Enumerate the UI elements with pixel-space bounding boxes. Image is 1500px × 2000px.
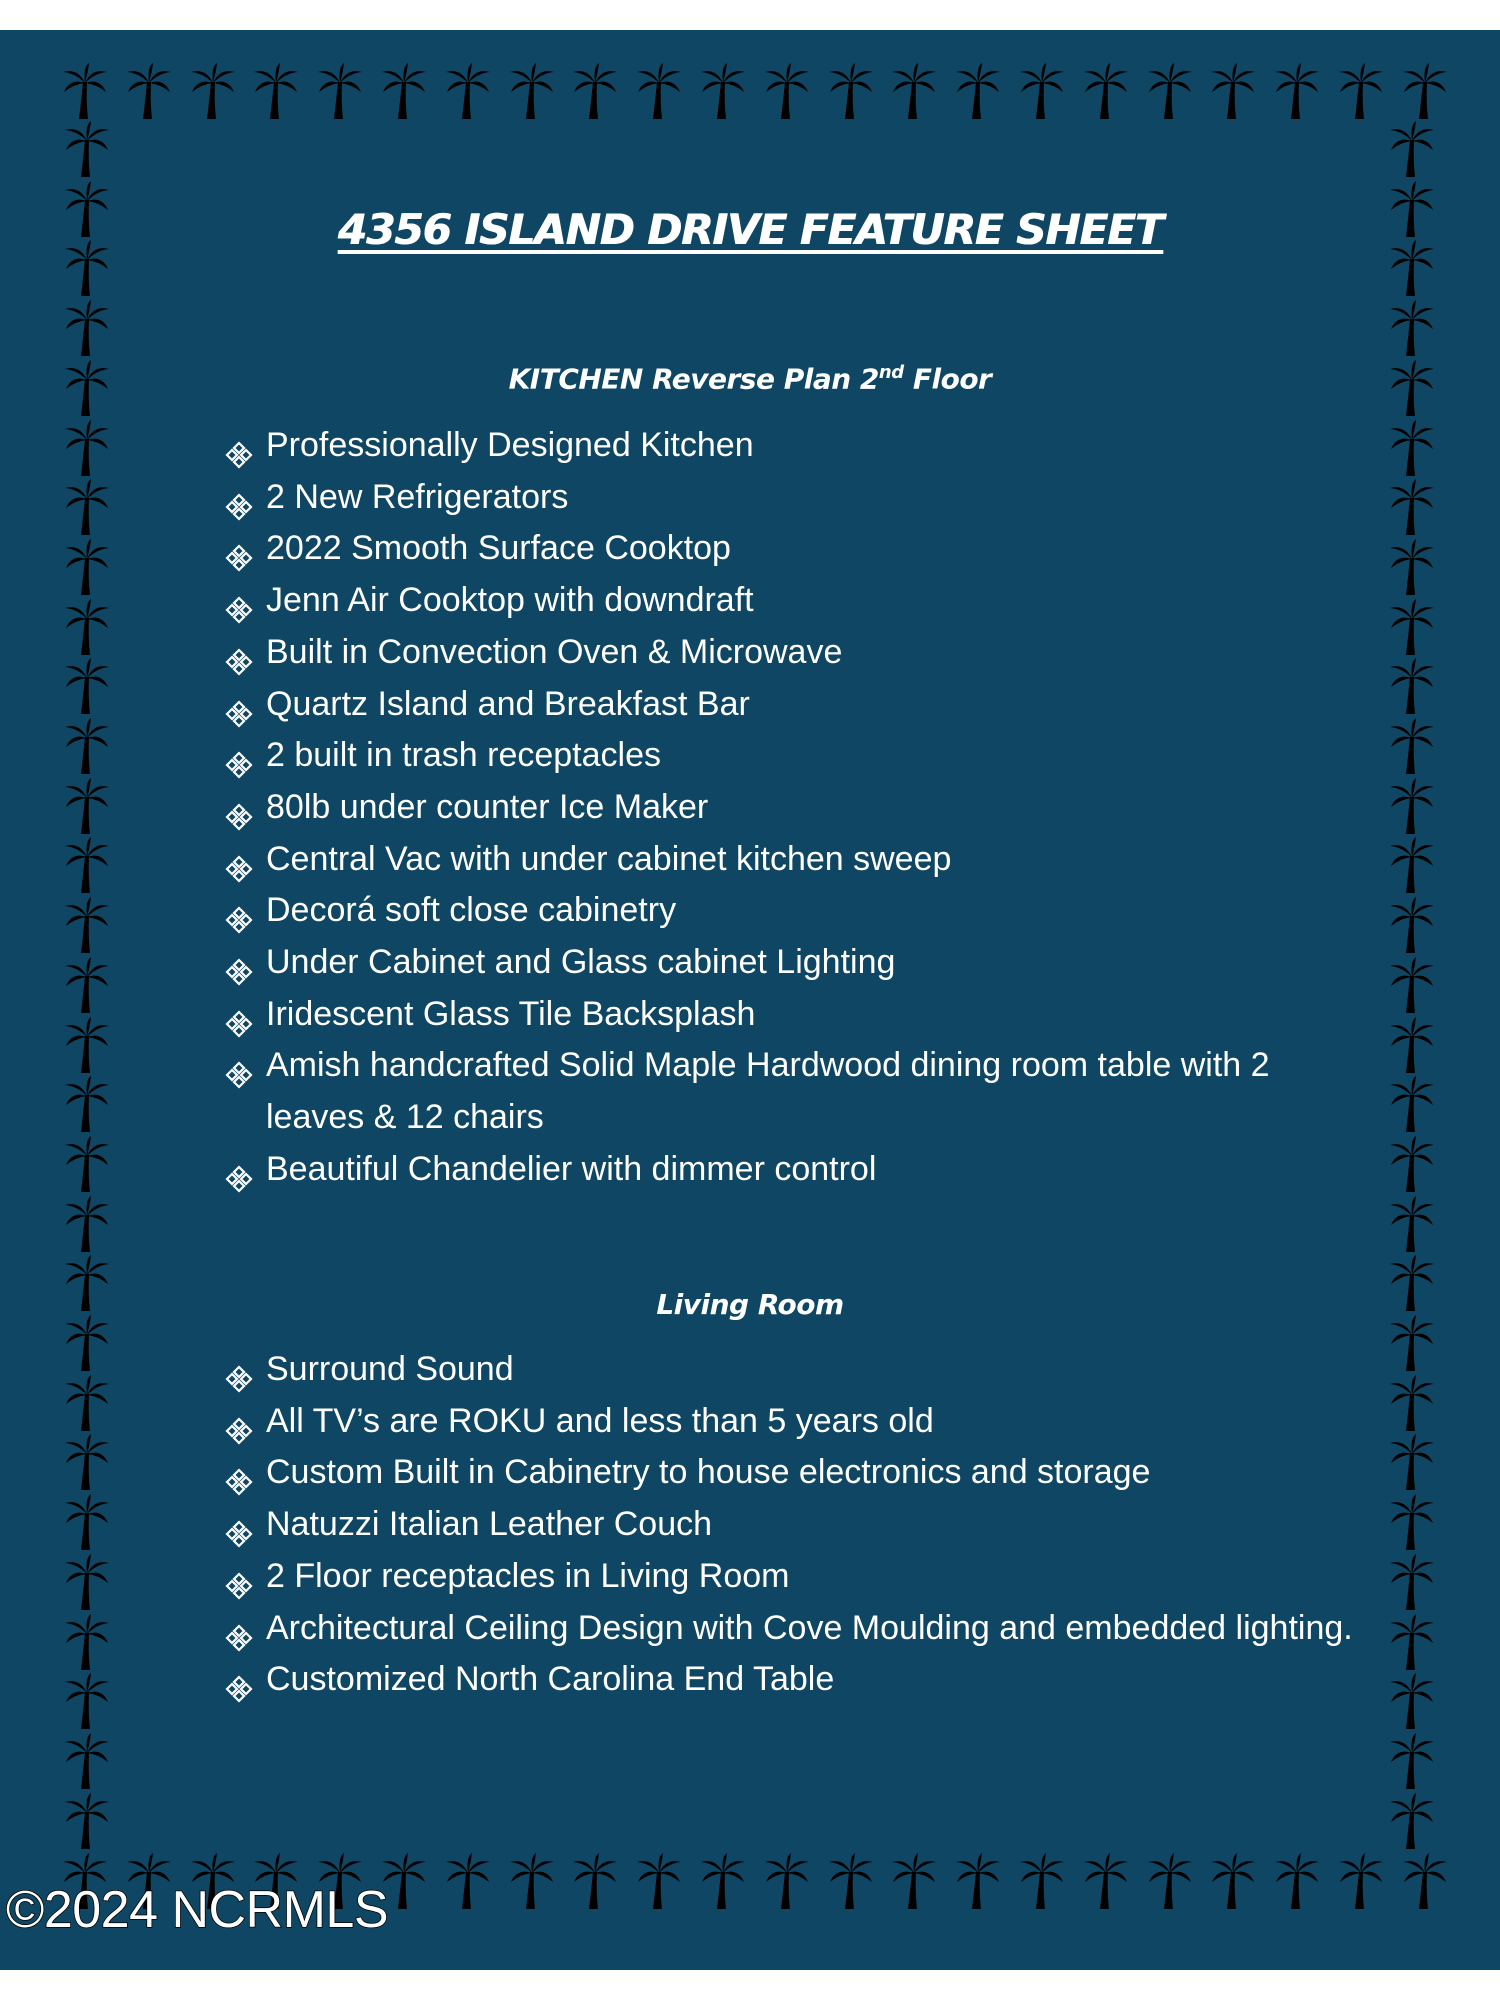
feature-item-text: 2 Floor receptacles in Living Room xyxy=(266,1556,790,1595)
four-diamond-bullet-icon xyxy=(225,485,253,513)
palm-tree-icon xyxy=(60,478,114,536)
palm-tree-icon xyxy=(60,1314,114,1372)
palm-tree-icon xyxy=(1385,777,1439,835)
palm-border-right xyxy=(1385,120,1445,1850)
four-diamond-bullet-icon xyxy=(225,1460,253,1488)
palm-tree-icon xyxy=(1385,419,1439,477)
palm-tree-icon xyxy=(60,359,114,417)
palm-tree-icon xyxy=(188,62,238,120)
four-diamond-bullet-icon xyxy=(225,1002,253,1030)
kitchen-feature-list xyxy=(225,420,1355,1196)
palm-tree-icon xyxy=(1385,1613,1439,1671)
feature-item xyxy=(225,1396,1355,1448)
palm-tree-icon xyxy=(1385,1195,1439,1253)
palm-tree-icon xyxy=(60,1553,114,1611)
palm-tree-icon xyxy=(1145,1852,1195,1910)
palm-tree-icon xyxy=(1208,1852,1258,1910)
copyright-watermark: ©2024 NCRMLS xyxy=(6,1881,389,1939)
palm-tree-icon xyxy=(60,1433,114,1491)
feature-item xyxy=(225,1040,1355,1143)
feature-item-text: Built in Convection Oven & Microwave xyxy=(266,632,843,671)
palm-tree-icon xyxy=(1385,538,1439,596)
feature-item xyxy=(225,834,1355,886)
palm-tree-icon xyxy=(60,896,114,954)
palm-tree-icon xyxy=(60,239,114,297)
palm-tree-icon xyxy=(1385,598,1439,656)
feature-item-text: 2 built in trash receptacles xyxy=(266,736,661,775)
palm-tree-icon xyxy=(60,836,114,894)
palm-tree-icon xyxy=(60,956,114,1014)
feature-item xyxy=(225,472,1355,524)
palm-tree-icon xyxy=(1208,62,1258,120)
feature-item-text: Decorá soft close cabinetry xyxy=(266,891,677,930)
feature-item xyxy=(225,937,1355,989)
four-diamond-bullet-icon xyxy=(225,1053,253,1081)
palm-tree-icon xyxy=(1017,62,1067,120)
page-title: 4356 ISLAND DRIVE FEATURE SHEET xyxy=(337,205,1163,254)
four-diamond-bullet-icon xyxy=(225,847,253,875)
palm-tree-icon xyxy=(1385,657,1439,715)
palm-tree-icon xyxy=(379,62,429,120)
palm-tree-icon xyxy=(60,1135,114,1193)
palm-tree-icon xyxy=(60,598,114,656)
palm-tree-icon xyxy=(762,62,812,120)
feature-item xyxy=(225,1144,1355,1196)
feature-item xyxy=(225,420,1355,472)
four-diamond-bullet-icon xyxy=(225,1409,253,1437)
feature-item xyxy=(225,1551,1355,1603)
feature-item-text: All TV’s are ROKU and less than 5 years old xyxy=(266,1401,934,1440)
palm-tree-icon xyxy=(60,299,114,357)
feature-item xyxy=(225,679,1355,731)
palm-tree-icon xyxy=(60,777,114,835)
palm-tree-icon xyxy=(762,1852,812,1910)
palm-tree-icon xyxy=(507,1852,557,1910)
four-diamond-bullet-icon xyxy=(225,536,253,564)
palm-tree-icon xyxy=(60,1613,114,1671)
palm-border-top xyxy=(60,62,1450,122)
palm-tree-icon xyxy=(1385,1792,1439,1850)
palm-tree-icon xyxy=(60,1195,114,1253)
feature-item-text: Jenn Air Cooktop with downdraft xyxy=(266,581,754,620)
feature-item xyxy=(225,1447,1355,1499)
palm-tree-icon xyxy=(443,62,493,120)
palm-tree-icon xyxy=(1385,1672,1439,1730)
palm-tree-icon xyxy=(1081,1852,1131,1910)
palm-tree-icon xyxy=(826,1852,876,1910)
palm-tree-icon xyxy=(1272,62,1322,120)
palm-tree-icon xyxy=(1385,1016,1439,1074)
palm-tree-icon xyxy=(60,62,110,120)
kitchen-heading-main: KITCHEN Reverse Plan 2 xyxy=(508,362,879,396)
four-diamond-bullet-icon xyxy=(225,795,253,823)
palm-tree-icon xyxy=(1385,180,1439,238)
four-diamond-bullet-icon xyxy=(225,1616,253,1644)
feature-item-text: 2 New Refrigerators xyxy=(266,477,569,516)
palm-tree-icon xyxy=(60,1374,114,1432)
feature-item-text: Amish handcrafted Solid Maple Hardwood dining room table with 2 leaves & 12 chairs xyxy=(266,1046,1270,1137)
feature-item-text: Professionally Designed Kitchen xyxy=(266,426,754,464)
feature-item-text: Quartz Island and Breakfast Bar xyxy=(266,684,750,723)
palm-tree-icon xyxy=(1385,1254,1439,1312)
palm-tree-icon xyxy=(1385,1553,1439,1611)
palm-tree-icon xyxy=(953,62,1003,120)
palm-tree-icon xyxy=(1385,299,1439,357)
feature-item-text: 80lb under counter Ice Maker xyxy=(266,787,709,826)
palm-tree-icon xyxy=(315,62,365,120)
palm-tree-icon xyxy=(60,1254,114,1312)
palm-tree-icon xyxy=(60,1792,114,1850)
four-diamond-bullet-icon xyxy=(225,743,253,771)
palm-tree-icon xyxy=(889,62,939,120)
palm-tree-icon xyxy=(1272,1852,1322,1910)
feature-item-text: Customized North Carolina End Table xyxy=(266,1660,835,1699)
kitchen-heading-superscript: nd xyxy=(878,362,904,383)
four-diamond-bullet-icon xyxy=(225,1667,253,1695)
feature-item xyxy=(225,1603,1355,1655)
palm-tree-icon xyxy=(60,1075,114,1133)
palm-tree-icon xyxy=(1385,1374,1439,1432)
palm-border-left xyxy=(60,120,120,1850)
feature-item-text: Natuzzi Italian Leather Couch xyxy=(266,1505,713,1544)
palm-tree-icon xyxy=(1385,239,1439,297)
palm-tree-icon xyxy=(1385,120,1439,178)
living-room-feature-list xyxy=(225,1344,1355,1706)
palm-tree-icon xyxy=(1385,1433,1439,1491)
palm-tree-icon xyxy=(60,1016,114,1074)
palm-tree-icon xyxy=(1385,1732,1439,1790)
palm-tree-icon xyxy=(1385,478,1439,536)
palm-tree-icon xyxy=(60,657,114,715)
palm-tree-icon xyxy=(1336,62,1386,120)
four-diamond-bullet-icon xyxy=(225,433,253,461)
feature-item xyxy=(225,523,1355,575)
palm-tree-icon xyxy=(1017,1852,1067,1910)
four-diamond-bullet-icon xyxy=(225,1157,253,1185)
feature-item xyxy=(225,1344,1355,1396)
palm-tree-icon xyxy=(443,1852,493,1910)
four-diamond-bullet-icon xyxy=(225,950,253,978)
palm-tree-icon xyxy=(60,1672,114,1730)
four-diamond-bullet-icon xyxy=(225,640,253,668)
palm-tree-icon xyxy=(1385,1493,1439,1551)
palm-tree-icon xyxy=(60,1732,114,1790)
four-diamond-bullet-icon xyxy=(225,898,253,926)
palm-tree-icon xyxy=(1385,956,1439,1014)
four-diamond-bullet-icon xyxy=(225,1512,253,1540)
living-room-heading: Living Room xyxy=(656,1288,844,1321)
palm-tree-icon xyxy=(634,1852,684,1910)
palm-tree-icon xyxy=(1400,62,1450,120)
palm-tree-icon xyxy=(1081,62,1131,120)
palm-tree-icon xyxy=(60,538,114,596)
feature-item-text: Custom Built in Cabinetry to house electronics and storage xyxy=(266,1453,1151,1492)
palm-tree-icon xyxy=(1385,359,1439,417)
feature-item-text: Iridescent Glass Tile Backsplash xyxy=(266,994,756,1033)
palm-tree-icon xyxy=(889,1852,939,1910)
palm-tree-icon xyxy=(124,62,174,120)
feature-item xyxy=(225,627,1355,679)
palm-tree-icon xyxy=(1385,836,1439,894)
palm-tree-icon xyxy=(1145,62,1195,120)
feature-item xyxy=(225,1499,1355,1551)
four-diamond-bullet-icon xyxy=(225,588,253,616)
feature-item xyxy=(225,885,1355,937)
palm-tree-icon xyxy=(507,62,557,120)
palm-tree-icon xyxy=(570,62,620,120)
four-diamond-bullet-icon xyxy=(225,1357,253,1385)
four-diamond-bullet-icon xyxy=(225,1564,253,1592)
kitchen-heading-end: Floor xyxy=(903,362,992,396)
palm-tree-icon xyxy=(60,120,114,178)
palm-tree-icon xyxy=(1385,1075,1439,1133)
feature-item-text: Architectural Ceiling Design with Cove Moulding and embedded lighting. xyxy=(266,1608,1353,1647)
palm-tree-icon xyxy=(60,419,114,477)
palm-tree-icon xyxy=(698,62,748,120)
palm-tree-icon xyxy=(570,1852,620,1910)
feature-item xyxy=(225,1654,1355,1706)
feature-item-text: Central Vac with under cabinet kitchen sweep xyxy=(266,839,952,878)
feature-item-text: Surround Sound xyxy=(266,1350,514,1388)
palm-tree-icon xyxy=(60,717,114,775)
feature-item-text: Under Cabinet and Glass cabinet Lighting xyxy=(266,943,896,982)
four-diamond-bullet-icon xyxy=(225,692,253,720)
palm-tree-icon xyxy=(1336,1852,1386,1910)
palm-tree-icon xyxy=(60,180,114,238)
palm-tree-icon xyxy=(251,62,301,120)
palm-tree-icon xyxy=(1385,896,1439,954)
palm-tree-icon xyxy=(634,62,684,120)
palm-tree-icon xyxy=(1400,1852,1450,1910)
feature-item-text: 2022 Smooth Surface Cooktop xyxy=(266,529,731,568)
feature-item xyxy=(225,989,1355,1041)
feature-item xyxy=(225,575,1355,627)
palm-tree-icon xyxy=(1385,717,1439,775)
palm-tree-icon xyxy=(953,1852,1003,1910)
palm-tree-icon xyxy=(1385,1135,1439,1193)
palm-tree-icon xyxy=(698,1852,748,1910)
feature-item-text: Beautiful Chandelier with dimmer control xyxy=(266,1149,877,1188)
feature-item xyxy=(225,782,1355,834)
palm-tree-icon xyxy=(60,1493,114,1551)
palm-tree-icon xyxy=(1385,1314,1439,1372)
kitchen-heading xyxy=(150,362,1350,395)
palm-tree-icon xyxy=(826,62,876,120)
feature-item xyxy=(225,730,1355,782)
